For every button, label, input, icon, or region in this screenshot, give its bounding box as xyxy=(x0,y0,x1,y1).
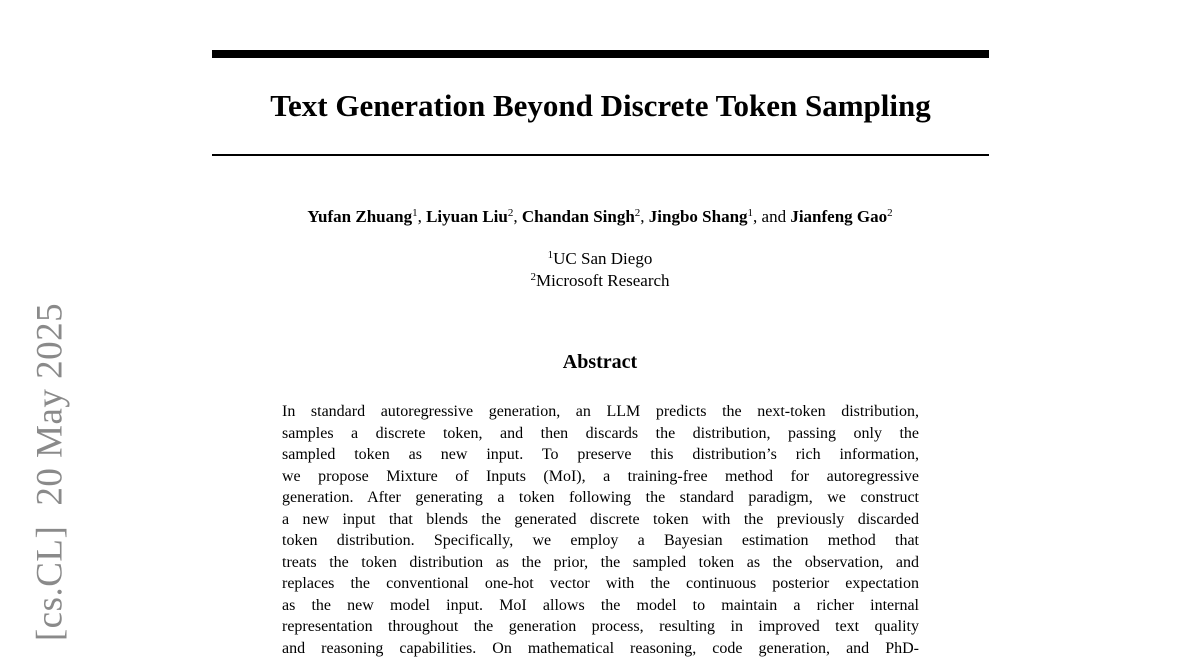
author-list: Yufan Zhuang$^1$, Liyuan Liu$^2$, Chandan Singh$^2$, Jingbo Shang$^1$, and Jianfeng Gao$^2$ xyxy=(0,205,1200,229)
author: Jianfeng Gao$^2$ xyxy=(790,207,892,226)
abstract-line: replaces the conventional one-hot vector with the continuous posterior expectation xyxy=(282,573,919,595)
affiliation-list xyxy=(0,248,1200,292)
author: Chandan Singh$^2$ xyxy=(522,207,640,226)
abstract-heading: Abstract xyxy=(0,349,1200,375)
abstract-line: we propose Mixture of Inputs (MoI), a training-free method for autoregressive xyxy=(282,466,919,488)
abstract-line: token distribution. Specifically, we employ a Bayesian estimation method that xyxy=(282,530,919,552)
abstract-line: and reasoning capabilities. On mathematical reasoning, code generation, and PhD- xyxy=(282,638,919,659)
title-top-rule xyxy=(212,50,989,58)
abstract-line: treats the token distribution as the prior, the sampled token as the observation, and xyxy=(282,552,919,574)
affiliation: $^2$Microsoft Research xyxy=(0,270,1200,292)
abstract-line: In standard autoregressive generation, an LLM predicts the next-token distribution, xyxy=(282,401,919,423)
abstract-line: as the new model input. MoI allows the model to maintain a richer internal xyxy=(282,595,919,617)
title-block xyxy=(212,50,989,156)
paper-title: Text Generation Beyond Discrete Token Sampling xyxy=(212,58,989,154)
author: Liyuan Liu$^2$ xyxy=(426,207,513,226)
affiliation: $^1$UC San Diego xyxy=(0,248,1200,270)
abstract-body xyxy=(282,401,919,659)
author: Yufan Zhuang$^1$ xyxy=(307,207,417,226)
abstract-line: a new input that blends the generated discrete token with the previously discarded xyxy=(282,509,919,531)
arxiv-category: [cs.CL] xyxy=(30,526,71,642)
title-bottom-rule xyxy=(212,154,989,156)
arxiv-date: 20 May 2025 xyxy=(30,303,71,506)
author: Jingbo Shang$^1$ xyxy=(649,207,753,226)
abstract-line: generation. After generating a token following the standard paradigm, we construct xyxy=(282,487,919,509)
abstract-line: samples a discrete token, and then discards the distribution, passing only the xyxy=(282,423,919,445)
abstract-line: representation throughout the generation process, resulting in improved text quality xyxy=(282,616,919,638)
abstract-line: sampled token as new input. To preserve this distribution’s rich information, xyxy=(282,444,919,466)
